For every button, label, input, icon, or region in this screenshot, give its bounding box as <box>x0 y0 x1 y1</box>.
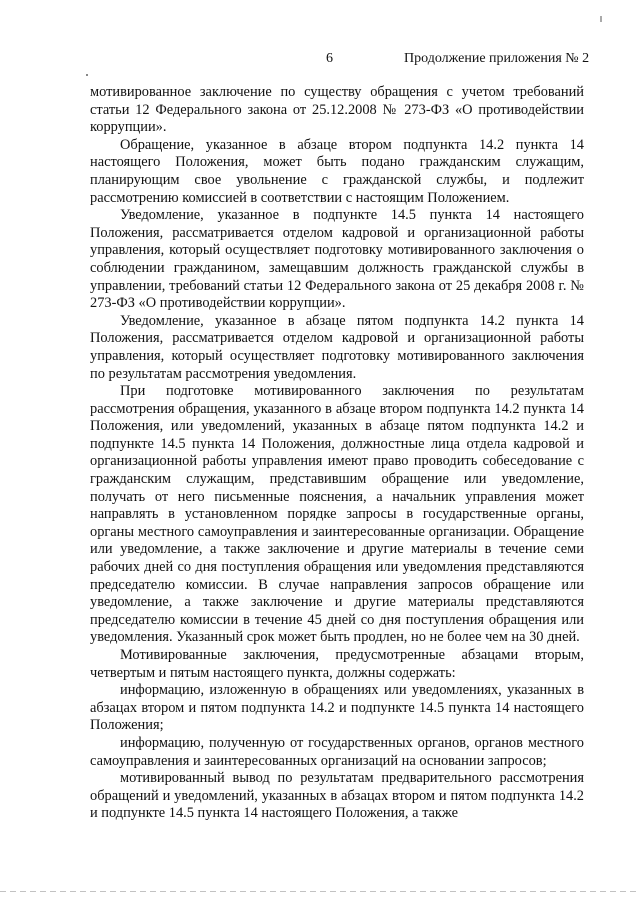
paragraph: информацию, полученную от государственных органов, органов местного самоуправления и заинтересованных организаций на основании запросов; <box>90 734 584 769</box>
scan-edge-line <box>0 891 640 892</box>
scan-mark <box>600 16 602 22</box>
paragraph: информацию, изложенную в обращениях или уведомлениях, указанных в абзацах втором и пятом подпункта 14.2 и подпункте 14.5 пункта 14 настоящего Положения; <box>90 682 584 734</box>
paragraph: Мотивированные заключения, предусмотренные абзацами вторым, четвертым и пятым настоящего пункта, должны содержать: <box>90 647 584 681</box>
page-number: 6 <box>326 51 333 66</box>
appendix-continuation-note: Продолжение приложения № 2 <box>404 51 590 66</box>
document-body <box>90 84 584 823</box>
paragraph: Уведомление, указанное в абзаце пятом подпункта 14.2 пункта 14 Положения, рассматривается отделом кадровой и организационной работы управления, который осуществляет подготовку мотивированного заключения по результатам рассмотрения уведомления. <box>90 312 584 382</box>
paragraph: При подготовке мотивированного заключения по результатам рассмотрения обращения, указанного в абзаце втором подпункта 14.2 пункта 14 Положения, или уведомлений, указанных в абзаце пятом подпункта 14.2 и подпункте 14.5 пункта 14 Положения, должностные лица отдела кадровой и организационной работы управления имеют право проводить собеседование с гражданским служащим, представившим обращение или уведомление, получать от него письменные пояснения, а начальник управления может направлять в установленном порядке запросы в государственные органы, органы местного самоуправления и заинтересованные организации. Обращение или уведомление, а также заключение и другие материалы в течение семи рабочих дней со дня поступления обращения или уведомления представляются председателю комиссии. В случае направления запросов обращение или уведомление, а также заключение и другие материалы представляются председателю комиссии в течение 45 дней со дня поступления обращения или уведомления. Указанный срок может быть продлен, но не более чем на 30 дней. <box>90 383 584 646</box>
paragraph: мотивированное заключение по существу обращения с учетом требований статьи 12 Федерального закона от 25.12.2008 № 273-ФЗ «О противодействии коррупции». <box>90 84 584 136</box>
paragraph: Уведомление, указанное в подпункте 14.5 пункта 14 настоящего Положения, рассматривается отделом кадровой и организационной работы управления, который осуществляет подготовку мотивированного заключения о соблюдении гражданином, замещавшим должность гражданской службы в управлении, требований статьи 12 Федерального закона от 25 декабря 2008 г. № 273-ФЗ «О противодействии коррупции». <box>90 207 584 312</box>
scan-mark <box>86 74 88 76</box>
paragraph: мотивированный вывод по результатам предварительного рассмотрения обращений и уведомлений, указанных в абзацах втором и пятом подпункта 14.2 и подпункте 14.5 пункта 14 настоящего Положения, а также <box>90 770 584 822</box>
paragraph: Обращение, указанное в абзаце втором подпункта 14.2 пункта 14 настоящего Положения, может быть подано гражданским служащим, планирующим свое увольнение с гражданской службы, и подлежит рассмотрению комиссией в соответствии с настоящим Положением. <box>90 136 584 206</box>
